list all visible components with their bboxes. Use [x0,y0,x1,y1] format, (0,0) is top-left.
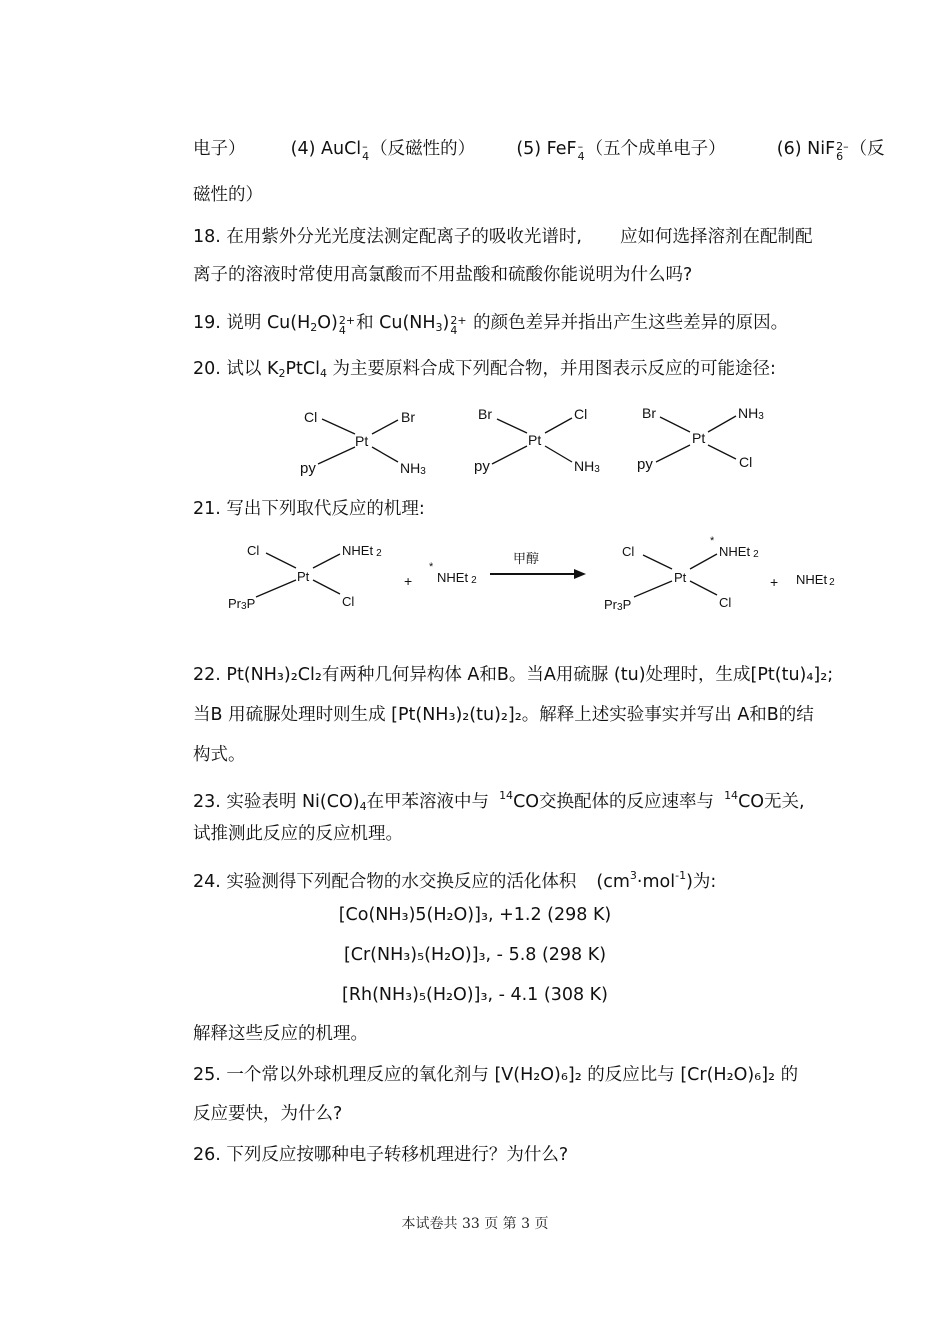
ligand-label: Br [478,406,492,422]
question-18: 18. 在用紫外分光光度法测定配离子的吸收光谱时, 应如何选择溶剂在配制配 [193,227,813,247]
question-23-cont: 试推测此反应的反应机理。 [193,824,403,844]
activation-volume-row: [Rh(NH₃)₅(H₂O)]₃, - 4.1 (308 K) [342,985,608,1005]
ligand-label: py [300,460,316,477]
text-fragment: 电子） [193,139,246,159]
structure-2 [474,406,600,475]
formula-stack: – 4 [362,140,370,163]
question-26: 26. 下列反应按哪种电子转移机理进行？为什么? [193,1145,569,1165]
q20-structures [0,398,950,493]
question-18-cont: 离子的溶液时常使用高氯酸而不用盐酸和硫酸你能说明为什么吗? [193,265,693,285]
question-22-cont: 当B 用硫脲处理时则生成 [Pt(NH₃)₂(tu)₂]₂。解释上述实验事实并写出 A和B的结 [193,705,814,725]
activation-volume-row: [Co(NH₃)5(H₂O)]₃, +1.2 (298 K) [338,905,612,925]
ligand-label: NH3 [574,458,600,475]
product-complex [604,535,759,613]
formula-stack: – 4 [577,140,585,163]
ligand-label: Pr3P [604,597,632,613]
metal-label: Pt [528,432,542,448]
aucl-formula: (4) AuCl [290,139,362,159]
ligand-label: py [474,458,490,475]
metal-label: Pt [692,430,706,446]
question-19: 19. 说明 $Cu(H_2O)$ 2+ 4 和 $Cu(NH_3)$ 2+ 4 的颜色差异并指出产生这些差异的原因。 [193,313,789,337]
structure-3 [637,405,764,473]
ligand-label: NHEt 2 [342,543,382,559]
question-20: 20. 试以 $K_2PtCl_4$ 为主要原料合成下列配合物，并用图表示反应的可能途径: [193,359,776,380]
question-22: 22. Pt(NH₃)₂Cl₂有两种几何异构体 A和B。当A用硫脲 (tu)处理时，生成[Pt(tu)₄]₂; [193,665,834,685]
plus-sign: + [770,574,779,590]
question-24: 24. 实验测得下列配合物的水交换反应的活化体积 $(cm^3\cdot mol^{-1})$为: [193,869,717,892]
question-23: 23. 实验表明 $Ni(CO)_4$在甲苯溶液中与 $^{14}$CO交换配体的反应速率与 $^{14}$CO无关, [193,789,805,813]
ligand-label: Pr3P [228,596,256,612]
ligand-label: Cl [247,543,260,558]
text-line-top: 电子） (4) AuCl – 4 （反磁性的） (5) FeF – 4 （五个成单电子） (6) NiF 2– 6 （反 [193,139,885,163]
ligand-label: py [637,456,653,473]
question-25-cont: 反应要快，为什么? [193,1104,343,1124]
ligand-label: Cl [342,594,355,609]
ligand-label: Cl [622,544,635,559]
reaction-arrow [490,551,586,579]
ligand-label: NHEt 2 [719,544,759,560]
q21-reaction-scheme [0,535,950,625]
text-line: 磁性的） [193,185,263,205]
question-24-tail: 解释这些反应的机理。 [193,1024,368,1044]
reactant-complex [228,543,382,612]
plus-sign: + [404,573,413,589]
metal-label: Pt [674,570,687,585]
question-21: 21. 写出下列取代反应的机理: [193,499,425,519]
question-25: 25. 一个常以外球机理反应的氧化剂与 [V(H₂O)₆]₂ 的反应比与 [Cr(H₂O)₆]₂ 的 [193,1065,799,1085]
reagent-label: NHEt 2 [437,570,477,586]
ligand-label: Br [642,405,656,421]
isotope-star: * [710,535,715,547]
ligand-label: NH3 [400,460,426,477]
ligand-label: Cl [574,406,588,422]
ligand-label: Cl [304,409,318,425]
nif-formula: (6) NiF [776,139,836,159]
page-footer: 本试卷共 33 页 第 3 页 [401,1216,549,1232]
isotope-star: * [429,561,434,573]
ligand-label: NH3 [738,405,764,422]
question-22-cont: 构式。 [193,745,246,765]
product-label: NHEt 2 [796,572,835,588]
metal-label: Pt [297,569,310,584]
ligand-label: Cl [719,595,732,610]
fef-formula: (5) FeF [516,139,577,159]
formula-stack: 2– 6 [836,140,849,163]
ligand-label: Br [401,409,415,425]
arrow-label: 甲醇 [513,551,540,566]
structure-1 [300,409,426,477]
ligand-label: Cl [739,454,753,470]
metal-label: Pt [355,433,369,449]
activation-volume-row: [Cr(NH₃)₅(H₂O)]₃, - 5.8 (298 K) [343,945,607,965]
